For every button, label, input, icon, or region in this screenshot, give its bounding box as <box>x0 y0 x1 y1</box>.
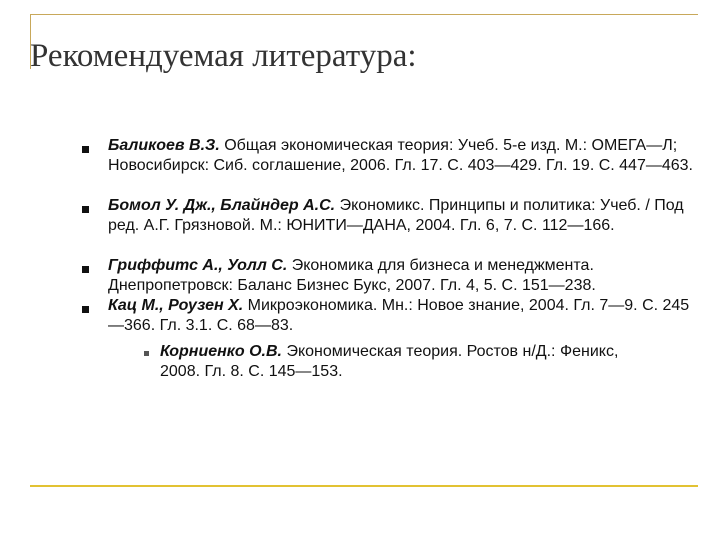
bullet-icon <box>82 146 89 153</box>
bullet-icon <box>82 266 89 273</box>
reference-author: Бомол У. Дж., Блайндер А.С. <box>108 197 336 214</box>
bottom-rule <box>30 485 698 487</box>
reference-text: Экономика для бизнеса и менеджмента. Днепропетровск: Баланс Бизнес Букс, 2007. Гл. 4, 5. С. 151—238. <box>108 257 596 294</box>
reference-text: Экономикс. Принципы и политика: Учеб. / Под ред. А.Г. Грязновой. М.: ЮНИТИ—ДАНА, 2004. Гл. 6, 7. С. 112—166. <box>108 197 684 234</box>
reference-text: Микроэкономика. Мн.: Новое знание, 2004. Гл. 7—9. С. 245—366. Гл. 3.1. С. 68—83. <box>108 297 690 334</box>
sub-bullet-icon <box>144 351 149 356</box>
top-frame-rule <box>30 14 698 15</box>
reference-item <box>108 256 693 296</box>
reference-text: Общая экономическая теория: Учеб. 5-е изд. М.: ОМЕГА—Л; Новосибирск: Сиб. соглашение, 2006. Гл. 17. С. 403—429. Гл. 19. С. 447—463. <box>108 137 693 174</box>
reference-author: Баликоев В.З. <box>108 137 220 154</box>
reference-item <box>108 136 693 176</box>
slide-title: Рекомендуемая литература: <box>30 38 417 74</box>
bullet-icon <box>82 306 89 313</box>
reference-item <box>108 296 693 336</box>
reference-item <box>108 196 693 236</box>
sub-reference-item <box>160 342 660 382</box>
reference-author: Кац М., Роузен Х. <box>108 297 244 314</box>
reference-author: Гриффитс А., Уолл С. <box>108 257 288 274</box>
sub-reference-text: Экономическая теория. Ростов н/Д.: Феникс, 2008. Гл. 8. С. 145—153. <box>160 343 619 380</box>
bullet-icon <box>82 206 89 213</box>
sub-reference-author: Корниенко О.В. <box>160 343 282 360</box>
